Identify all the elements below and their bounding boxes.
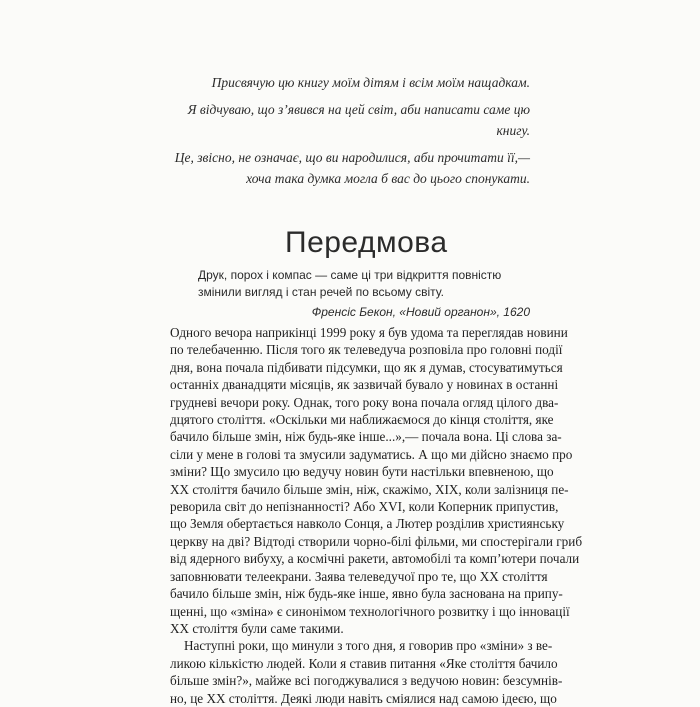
body-line: но, це ХХ століття. Деякі люди навіть сміялися над самою ідеєю, що xyxy=(170,690,557,706)
dedication-line: хоча така думка могла б вас до цього спонукати. xyxy=(246,171,530,186)
epigraph-line: Друк, порох і компас — саме ці три відкриття повністю xyxy=(198,268,502,282)
body-line: по телебаченню. Після того як телеведуча розповіла про головні події xyxy=(170,342,563,358)
epigraph-quote xyxy=(198,267,530,301)
epigraph-line: змінили вигляд і стан речей по всьому світу. xyxy=(198,285,444,299)
body-line: ХХ століття були саме такими. xyxy=(170,620,344,636)
body-line: бачило більше змін, ніж будь-яке інше...»,— почала вона. Ці слова за- xyxy=(170,429,562,445)
body-line: щенні, що «зміна» є синонімом технологічного розвитку і що інновації xyxy=(170,603,570,619)
body-line: Наступні роки, що минули з того дня, я говорив про «зміни» з ве- xyxy=(184,638,553,654)
body-line: більше змін?», майже всі погоджувалися з ведучою новин: безсумнів- xyxy=(170,673,563,689)
body-line: дцятого століття. «Оскільки ми наближаємося до кінця століття, яке xyxy=(170,412,554,428)
body-line: останніх дванадцяти місяців, як зазвичай бувало у новинах в останні xyxy=(170,377,559,393)
body-line: ликою кількістю людей. Коли я ставив питання «Яке століття бачило xyxy=(170,655,558,671)
body-line: реворила світ до непізнанності? Або XVI, коли Коперник припустив, xyxy=(170,499,559,515)
body-line: зміни? Що змусило цю ведучу новин бути настільки впевненою, що xyxy=(170,464,554,480)
dedication-line: Це, звісно, не означає, що ви народилися, аби прочитати її,— xyxy=(174,150,530,165)
dedication-line: Присвячую цю книгу моїм дітям і всім моїм нащадкам. xyxy=(211,75,530,90)
epigraph xyxy=(198,267,530,321)
body-line: заповнювати телеекрани. Заява телеведучої про те, що ХХ століття xyxy=(170,568,548,584)
body-line: дня, вона почала підбивати підсумки, що як я думав, стосуватимуться xyxy=(170,359,563,375)
body-line: бачило більше змін, ніж будь-яке інше, явно була заснована на припу- xyxy=(170,586,563,602)
body-line: Одного вечора наприкінці 1999 року я був удома та переглядав новини xyxy=(170,325,568,340)
dedication-line: Я відчуваю, що з’явився на цей світ, аби написати саме цю книгу. xyxy=(187,102,530,138)
body-line: що Земля обертається навколо Сонця, а Лютер розділив християнську xyxy=(170,516,565,532)
dedication xyxy=(160,72,530,189)
body-line: церкву на дві? Відтоді створили чорно-білі фільми, ми спостерігали гриб xyxy=(170,533,583,549)
chapter-title: Передмова xyxy=(285,226,448,259)
body-text xyxy=(170,324,583,707)
body-line: грудневі вечори року. Однак, того року вона почала огляд цілого два- xyxy=(170,394,559,410)
body-line: від ядерного вибуху, а космічні ракети, автомобілі та комп’ютери почали xyxy=(170,551,580,567)
epigraph-attribution: Френсіс Бекон, «Новий органон», 1620 xyxy=(311,305,530,319)
body-line: ХХ століття бачило більше змін, ніж, скажімо, XIX, коли залізниця пе- xyxy=(170,481,569,497)
body-line: сіли у мене в голові та змусили задуматись. А що ми дійсно знаємо про xyxy=(170,446,573,462)
